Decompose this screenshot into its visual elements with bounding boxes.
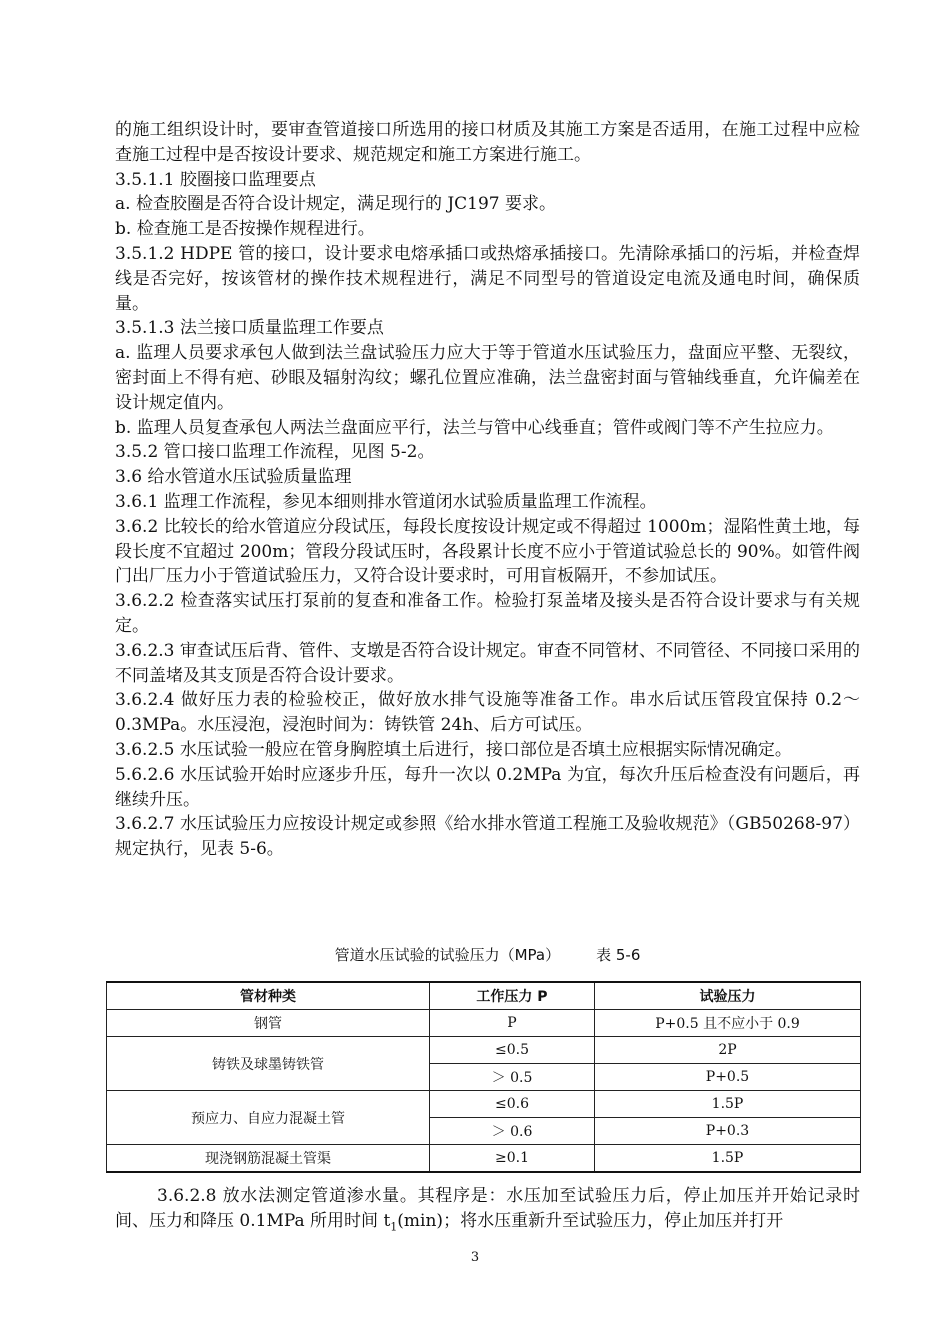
paragraph: 3.5.1.1 胶圈接口监理要点 [115, 169, 316, 190]
cell-work-pressure: ≤0.5 [430, 1037, 595, 1064]
paragraph: 3.6.2 比较长的给水管道应分段试压，每段长度按设计规定或不得超过 1000m；湿陷性黄土地，每段长度不宜超过 200m；管段分段试压时，各段累计长度不应小于管道试验总长的 90%。如管件阀门出厂压力小于管道试验压力，又符合设计要求时，可用盲板隔开，不参加试压。 [115, 516, 860, 587]
table-title: 管道水压试验的试验压力（MPa） [334, 946, 561, 964]
cell-work-pressure: ≤0.6 [430, 1091, 595, 1118]
paragraph: b. 检查施工是否按操作规程进行。 [115, 219, 375, 240]
cell-test-pressure: 1.5P [595, 1145, 861, 1173]
cell-material: 铸铁及球墨铸铁管 [107, 1037, 430, 1091]
table-caption [115, 945, 860, 965]
cell-work-pressure: ＞ 0.6 [430, 1118, 595, 1145]
table-row [107, 1037, 861, 1064]
paragraph: 的施工组织设计时，要审查管道接口所选用的接口材质及其施工方案是否适用，在施工过程中应检查施工过程中是否按设计要求、规范规定和施工方案进行施工。 [115, 120, 860, 165]
table-row [107, 1091, 861, 1118]
paragraph: 3.5.1.3 法兰接口质量监理工作要点 [115, 318, 384, 339]
table-header-row [107, 982, 861, 1010]
paragraph: a. 监理人员要求承包人做到法兰盘试验压力应大于等于管道水压试验压力，盘面应平整、无裂纹，密封面上不得有疤、砂眼及辐射沟纹；螺孔位置应准确，法兰盘密封面与管轴线垂直，允许偏差在设计规定值内。 [115, 343, 860, 413]
paragraph: 5.6.2.6 水压试验开始时应逐步升压，每升一次以 0.2MPa 为宜，每次升压后检查没有问题后，再继续升压。 [115, 764, 860, 810]
cell-work-pressure: ＞ 0.5 [430, 1064, 595, 1091]
paragraph [115, 1184, 860, 1240]
header-test-pressure: 试验压力 [595, 982, 861, 1010]
paragraph: 3.5.2 管口接口监理工作流程，见图 5-2。 [115, 442, 435, 463]
subscript: 1 [390, 1220, 398, 1234]
cell-test-pressure: 1.5P [595, 1091, 861, 1118]
cell-test-pressure: P+0.5 [595, 1064, 861, 1091]
header-material: 管材种类 [107, 982, 430, 1010]
page-number: 3 [470, 1250, 480, 1265]
paragraph: 3.5.1.2 HDPE 管的接口，设计要求电熔承插口或热熔承插接口。先清除承插口的污垢，并检查焊线是否完好，按该管材的操作技术规程进行，满足不同型号的管道设定电流及通电时间，确保质量。 [115, 243, 860, 314]
cell-test-pressure: 2P [595, 1037, 861, 1064]
paragraph: b. 监理人员复查承包人两法兰盘面应平行，法兰与管中心线垂直；管件或阀门等不产生拉应力。 [115, 417, 834, 438]
text-run: (min)；将水压重新升至试验压力，停止加压并打开 [397, 1210, 784, 1231]
text-run: 3.6.2.8 放水法测定管道渗水量。其程序是：水压加至试验压力后，停止加压并开始记录时间、压力和降压 0.1MPa 所用时间 t [115, 1186, 860, 1231]
paragraph: 3.6.2.4 做好压力表的检验校正，做好放水排气设施等准备工作。串水后试压管段宜保持 0.2～0.3MPa。水压浸泡，浸泡时间为：铸铁管 24h、后方可试压。 [115, 690, 860, 736]
paragraph: 3.6.2.7 水压试验压力应按设计规定或参照《给水排水管道工程施工及验收规范》（GB50268-97）规定执行，见表 5-6。 [115, 814, 860, 860]
paragraph: 3.6.2.3 审查试压后背、管件、支墩是否符合设计规定。审查不同管材、不同管径、不同接口采用的不同盖堵及其支顶是否符合设计要求。 [115, 640, 860, 686]
body-text-continued [115, 1184, 860, 1240]
body-text [115, 118, 860, 862]
cell-material: 现浇钢筋混凝土管渠 [107, 1145, 430, 1173]
cell-test-pressure: P+0.3 [595, 1118, 861, 1145]
section-heading: 3.6 给水管道水压试验质量监理 [115, 467, 352, 488]
table-number: 表 5-6 [596, 946, 641, 964]
cell-material: 钢管 [107, 1010, 430, 1037]
cell-test-pressure: P+0.5 且不应小于 0.9 [595, 1010, 861, 1037]
pressure-table [106, 981, 861, 1173]
cell-material: 预应力、自应力混凝土管 [107, 1091, 430, 1145]
table-row [107, 1145, 861, 1173]
paragraph: 3.6.1 监理工作流程，参见本细则排水管道闭水试验质量监理工作流程。 [115, 491, 657, 512]
paragraph: 3.6.2.2 检查落实试压打泵前的复查和准备工作。检验打泵盖堵及接头是否符合设计要求与有关规定。 [115, 591, 860, 636]
table-row [107, 1010, 861, 1037]
cell-work-pressure: ≥0.1 [430, 1145, 595, 1173]
paragraph: 3.6.2.5 水压试验一般应在管身胸腔填土后进行，接口部位是否填土应根据实际情况确定。 [115, 739, 792, 760]
cell-work-pressure: P [430, 1010, 595, 1037]
header-work-pressure: 工作压力 P [430, 982, 595, 1010]
paragraph: a. 检查胶圈是否符合设计规定，满足现行的 JC197 要求。 [115, 194, 557, 215]
